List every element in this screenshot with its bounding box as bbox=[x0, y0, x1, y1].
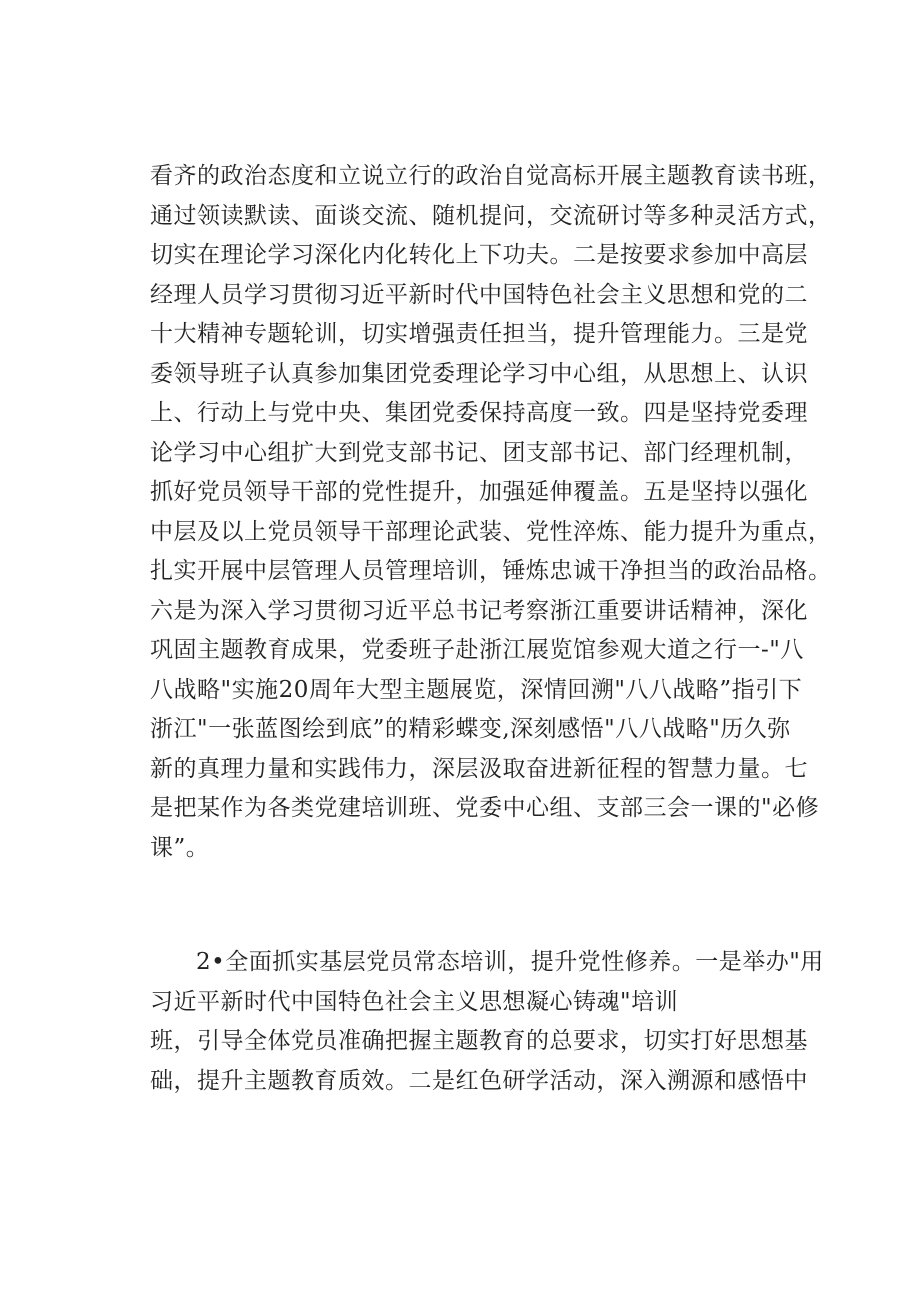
paragraph-1-line-4: 经理人员学习贯彻习近平新时代中国特色社会主义思想和党的二 bbox=[150, 281, 808, 308]
paragraph-2-line-3: 班，引导全体党员准确把握主题教育的总要求，切实打好思想基 bbox=[150, 1028, 808, 1054]
paragraph-1-line-15: 浙江"一张蓝图绘到底”的精彩蝶变,深刻感悟"八八战略"历久弥 bbox=[150, 716, 791, 742]
paragraph-1-line-14: 八战略"实施20周年大型主题展览，深情回溯"八八战略”指引下 bbox=[150, 676, 803, 703]
paragraph-1-line-13: 巩固主题教育成果，党委班子赴浙江展览馆参观大道之行一-"八 bbox=[150, 637, 804, 663]
paragraph-1-line-3: 切实在理论学习深化内化转化上下功夫。二是按要求参加中高层 bbox=[150, 242, 808, 268]
paragraph-2-line-4: 础，提升主题教育质效。二是红色研学活动，深入溯源和感悟中 bbox=[150, 1067, 808, 1094]
paragraph-1-line-17: 是把某作为各类党建培训班、党委中心组、支部三会一课的"必修 bbox=[150, 795, 820, 821]
paragraph-1-line-11: 扎实开展中层管理人员管理培训，锤炼忠诚干净担当的政治品格。 bbox=[150, 558, 832, 584]
paragraph-1-line-8: 论学习中心组扩大到党支部书记、团支部书记、部门经理机制， bbox=[150, 439, 808, 466]
paragraph-1-line-7: 上、行动上与党中央、集团党委保持高度一致。四是坚持党委理 bbox=[150, 400, 808, 426]
paragraph-2-line-2: 习近平新时代中国特色社会主义思想凝心铸魂"培训 bbox=[150, 988, 679, 1015]
paragraph-1-line-1: 看齐的政治态度和立说立行的政治自觉高标开展主题教育读书班， bbox=[150, 163, 832, 189]
paragraph-1-line-6: 委领导班子认真参加集团党委理论学习中心组，从思想上、认识 bbox=[150, 360, 808, 387]
paragraph-1-line-18: 课”。 bbox=[150, 834, 210, 861]
paragraph-1-line-16: 新的真理力量和实践伟力，深层汲取奋进新征程的智慧力量。七 bbox=[150, 755, 808, 782]
paragraph-2 bbox=[150, 943, 830, 1101]
paragraph-1-line-12: 六是为深入学习贯彻习近平总书记考察浙江重要讲话精神，深化 bbox=[150, 597, 808, 624]
paragraph-1-line-2: 通过领读默读、面谈交流、随机提问，交流研讨等多种灵活方式， bbox=[150, 202, 832, 229]
paragraph-1-line-9: 抓好党员领导干部的党性提升，加强延伸覆盖。五是坚持以强化 bbox=[150, 479, 808, 505]
paragraph-2-line-1: 2•全面抓实基层党员常态培训，提升党性修养。一是举办"用 bbox=[196, 949, 824, 975]
paragraph-1 bbox=[150, 157, 830, 868]
paragraph-1-line-10: 中层及以上党员领导干部理论武装、党性淬炼、能力提升为重点， bbox=[150, 518, 832, 545]
paragraph-1-line-5: 十大精神专题轮训，切实增强责任担当，提升管理能力。三是党 bbox=[150, 321, 808, 347]
